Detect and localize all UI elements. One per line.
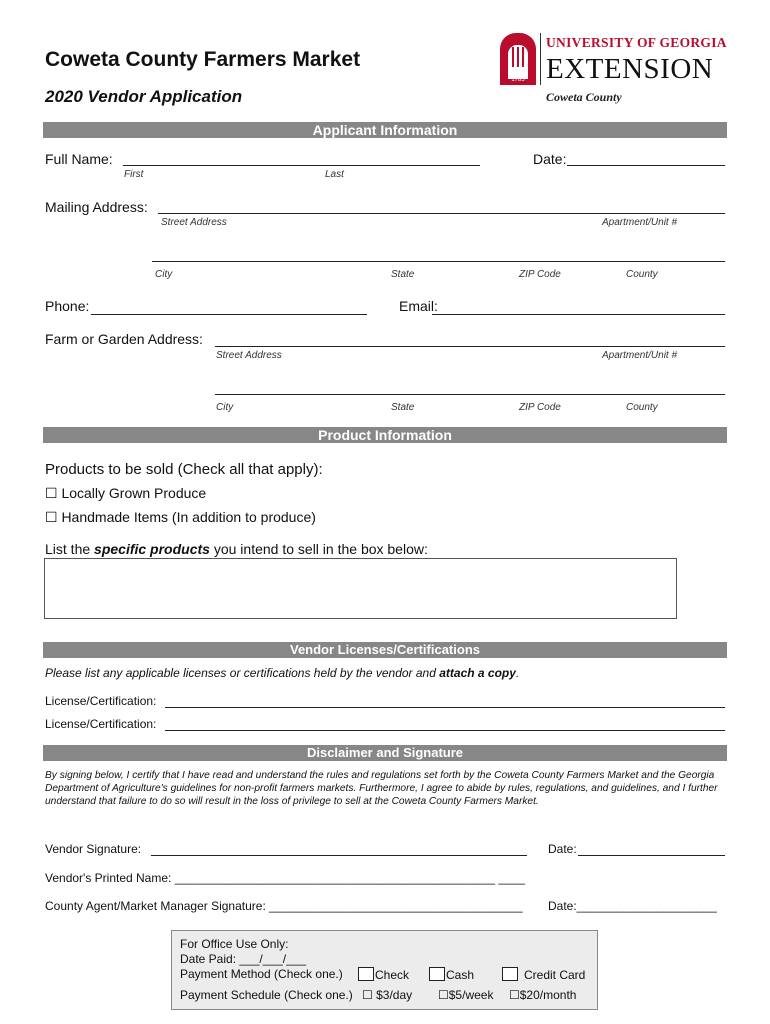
printed-name-line[interactable]: Vendor's Printed Name: ________________________________________________ ____ [45,871,526,885]
mailing-address-label: Mailing Address: [45,199,148,215]
license-field-1[interactable] [165,707,725,708]
date-paid-line[interactable]: Date Paid: ___/___/___ [180,952,307,966]
method-cash-option[interactable]: Cash [429,967,474,982]
phone-label: Phone: [45,298,90,314]
checkbox-icon [502,967,518,981]
date-field[interactable] [567,165,725,166]
farm-city-field[interactable] [215,394,725,395]
city-caption: City [155,269,173,280]
vendor-signature-label: Vendor Signature: [45,842,142,856]
farm-street-caption: Street Address [216,350,282,361]
email-label: Email: [399,298,438,314]
zip-caption: ZIP Code [519,269,561,280]
logo-year: 1785 [511,77,525,83]
form-title: Coweta County Farmers Market [45,48,361,71]
vendor-date-field[interactable] [578,855,725,856]
farm-address-label: Farm or Garden Address: [45,331,203,347]
mailing-city-field[interactable] [152,261,725,262]
license-field-2[interactable] [165,730,725,731]
specific-products-box[interactable] [44,558,677,619]
agent-signature-line[interactable]: County Agent/Market Manager Signature: ______________________________________ [45,899,523,913]
mailing-street-field[interactable] [158,213,725,214]
apt-caption: Apartment/Unit # [602,217,678,228]
farm-city-caption: City [216,402,234,413]
form-subtitle: 2020 Vendor Application [45,87,243,106]
full-name-field[interactable] [123,165,480,166]
licenses-note: Please list any applicable licenses or certifications held by the vendor and attach a copy. [45,666,520,680]
license-label-2: License/Certification: [45,717,157,731]
uga-extension-logo [500,33,730,105]
product-section-header: Product Information [43,427,727,443]
first-caption: First [124,169,144,180]
vendor-signature-field[interactable] [151,855,527,856]
email-field[interactable] [432,314,725,315]
license-label-1: License/Certification: [45,694,157,708]
licenses-section-header: Vendor Licenses/Certifications [43,642,727,658]
office-use-box [171,930,598,1010]
schedule-month-option[interactable]: ☐$20/month [509,988,577,1002]
payment-schedule-label: Payment Schedule (Check one.) [180,988,353,1002]
disclaimer-text: By signing below, I certify that I have read and understand the rules and regulations set forth by the Coweta County Farmers Market and the Georgia Department of Agriculture's guidelines for non-profit farmers markets. Furthermore, I agree to abide by rules, regulations, and guidelines, and I further understand that failure to do so will result in the loss of privilege to sell at the Coweta County Farmers Market. [45,770,718,807]
schedule-week-option[interactable]: ☐$5/week [438,988,494,1002]
schedule-day-option[interactable]: ☐ $3/day [362,988,413,1002]
specific-products-prompt: List the specific products you intend to sell in the box below: [45,541,428,557]
method-check-option[interactable]: Check [358,967,409,982]
products-prompt: Products to be sold (Check all that apply): [45,461,323,478]
phone-field[interactable] [91,314,367,315]
payment-method-label: Payment Method (Check one.) [180,967,343,981]
last-caption: Last [325,169,344,180]
disclaimer-section-header: Disclaimer and Signature [43,745,727,761]
logo-extension: EXTENSION [546,53,714,85]
logo-university: UNIVERSITY OF GEORGIA [546,35,727,50]
farm-street-field[interactable] [215,346,725,347]
checkbox-icon [358,967,374,981]
state-caption: State [391,269,415,280]
option-local-produce[interactable]: ☐ Locally Grown Produce [45,485,207,501]
county-caption: County [626,269,658,280]
farm-state-caption: State [391,402,415,413]
full-name-label: Full Name: [45,151,113,167]
arch-icon [500,33,536,85]
logo-county: Coweta County [546,90,622,104]
farm-zip-caption: ZIP Code [519,402,561,413]
farm-county-caption: County [626,402,658,413]
farm-apt-caption: Apartment/Unit # [602,350,678,361]
checkbox-icon [429,967,445,981]
date-label: Date: [533,151,567,167]
method-card-option[interactable]: Credit Card [502,967,585,982]
vendor-date-label: Date: [548,842,577,856]
street-caption: Street Address [161,217,227,228]
applicant-section-header: Applicant Information [43,122,727,138]
office-heading: For Office Use Only: [180,937,289,951]
option-handmade-items[interactable]: ☐ Handmade Items (In addition to produce) [45,509,316,525]
agent-date-line[interactable]: Date:_____________________ [548,899,717,913]
